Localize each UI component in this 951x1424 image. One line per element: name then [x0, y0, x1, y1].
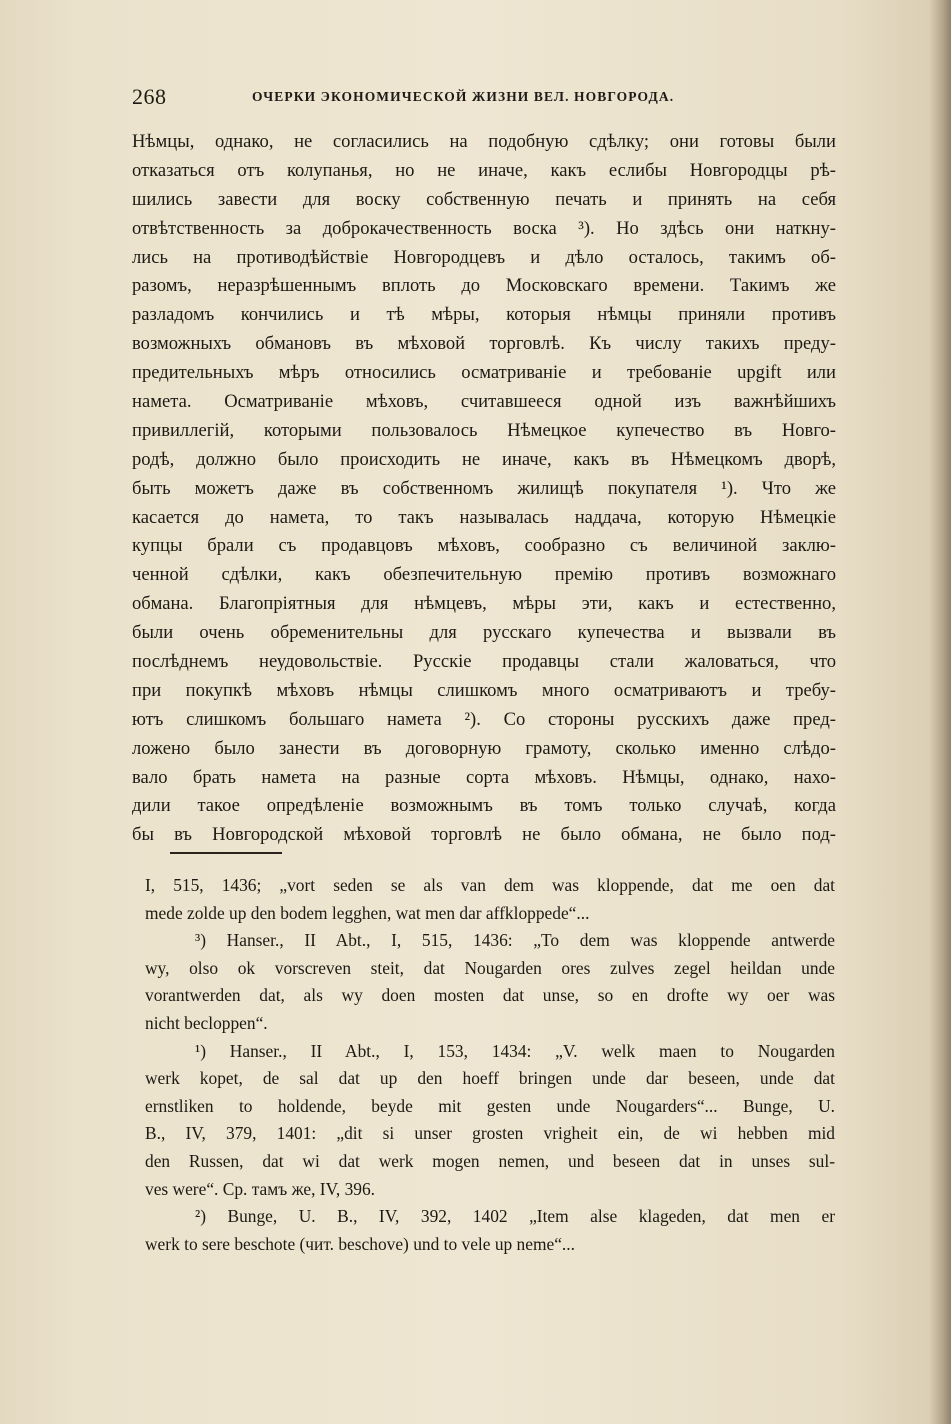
footnote-line: ernstliken to holdende, beyde mit gesten unde Nougarders“... Bunge, U. — [145, 1095, 835, 1116]
footnote-line: werk kopet, de sal dat up den hoeff bringen unde dar beseen, unde dat — [145, 1068, 835, 1089]
main-text — [132, 128, 836, 850]
text-line: привиллегій, которыми пользовалось Нѣмецкое купечество въ Новго- — [132, 419, 836, 441]
text-line: были очень обременительны для русскаго купечества и вызвали въ — [132, 622, 836, 644]
text-line: предительныхъ мѣръ относились осматриваніе и требованіе upgift или — [132, 362, 836, 384]
text-line: разомъ, неразрѣшеннымъ вплоть до Московскаго времени. Такимъ же — [132, 275, 836, 297]
text-line: шились завести для воску собственную печать и принять на себя — [132, 188, 836, 210]
text-line: купцы брали съ продавцовъ мѣховъ, сообразно съ величиной заклю- — [132, 535, 836, 557]
page-number: 268 — [132, 84, 167, 109]
text-line: лись на противодѣйствіе Новгородцевъ и дѣло осталось, такимъ об- — [132, 246, 836, 268]
running-title: ОЧЕРКИ ЭКОНОМИЧЕСКОЙ ЖИЗНИ ВЕЛ. НОВГОРОДА. — [252, 89, 675, 104]
text-line: при покупкѣ мѣховъ нѣмцы слишкомъ много осматриваютъ и требу- — [132, 679, 836, 701]
page-header — [132, 84, 712, 114]
text-line: отвѣтственность за доброкачественность воска ³). Но здѣсь они наткну- — [132, 217, 836, 239]
text-line: намета. Осматриваніе мѣховъ, считавшееся одной изъ важнѣйшихъ — [132, 391, 836, 413]
text-line: ютъ слишкомъ большаго намета ²). Со стороны русскихъ даже пред- — [132, 708, 836, 730]
footnote-separator — [170, 852, 282, 854]
footnote-line: vorantwerden dat, als wy doen mosten dat unse, so en drofte wy oer was — [145, 985, 835, 1006]
text-line: ченной сдѣлки, какъ обезпечительную премію противъ возможнаго — [132, 564, 836, 586]
footnote-line: mede zolde up den bodem legghen, wat men dar affkloppede“... — [145, 902, 590, 923]
text-line: Нѣмцы, однако, не согласились на подобную сдѣлку; они готовы были — [132, 131, 836, 152]
footnote-line: ³) Hanser., II Abt., I, 515, 1436: „To dem was kloppende antwerde — [195, 930, 835, 951]
text-line: обмана. Благопріятныя для нѣмцевъ, мѣры эти, какъ и естественно, — [132, 593, 836, 615]
footnote-line: nicht becloppen“. — [145, 1012, 268, 1033]
text-line: быть можетъ даже въ собственномъ жилищѣ покупателя ¹). Что же — [132, 477, 836, 499]
text-line: ложено было занести въ договорную грамоту, сколько именно слѣдо- — [132, 737, 836, 759]
text-line: послѣднемъ неудовольствіе. Русскіе продавцы стали жаловаться, что — [132, 651, 836, 673]
text-line: родѣ, должно было происходить не иначе, какъ въ Нѣмецкомъ дворѣ, — [132, 448, 836, 470]
footnote-line: wy, olso ok vorscreven steit, dat Nougarden ores zulves zegel heildan unde — [145, 957, 835, 978]
footnote-line: B., IV, 379, 1401: „dit si unser grosten vrigheit ein, de wi hebben mid — [145, 1123, 835, 1144]
text-line: касается до намета, то такъ называлась наддача, которую Нѣмецкіе — [132, 506, 836, 528]
footnote-line: ²) Bunge, U. B., IV, 392, 1402 „Item alse klageden, dat men er — [195, 1206, 835, 1227]
text-line: дили такое опредѣленіе возможнымъ въ томъ только случаѣ, когда — [132, 795, 836, 817]
footnotes — [145, 872, 835, 1258]
page-edge-shadow — [929, 0, 951, 1424]
text-line: отказаться отъ колупанья, но не иначе, какъ еслибы Новгородцы рѣ- — [132, 159, 836, 181]
footnote-line: I, 515, 1436; „vort seden se als van dem was kloppende, dat me oen dat — [145, 875, 835, 895]
footnote-line: ¹) Hanser., II Abt., I, 153, 1434: „V. welk maen to Nougarden — [195, 1040, 835, 1061]
text-line: вало брать намета на разные сорта мѣховъ. Нѣмцы, однако, нахо- — [132, 766, 836, 788]
text-line: бы въ Новгородской мѣховой торговлѣ не было обмана, не было под- — [132, 824, 836, 846]
text-line: разладомъ кончились и тѣ мѣры, которыя нѣмцы приняли противъ — [132, 304, 836, 326]
footnote-line: den Russen, dat wi dat werk mogen nemen, und beseen dat in unses sul- — [145, 1150, 835, 1171]
footnote-line: werk to sere beschote (чит. beschove) und to vele up neme“... — [145, 1233, 575, 1254]
text-line: возможныхъ обмановъ въ мѣховой торговлѣ. Къ числу такихъ преду- — [132, 333, 836, 355]
footnote-line: ves were“. Ср. тамъ же, IV, 396. — [145, 1178, 376, 1199]
